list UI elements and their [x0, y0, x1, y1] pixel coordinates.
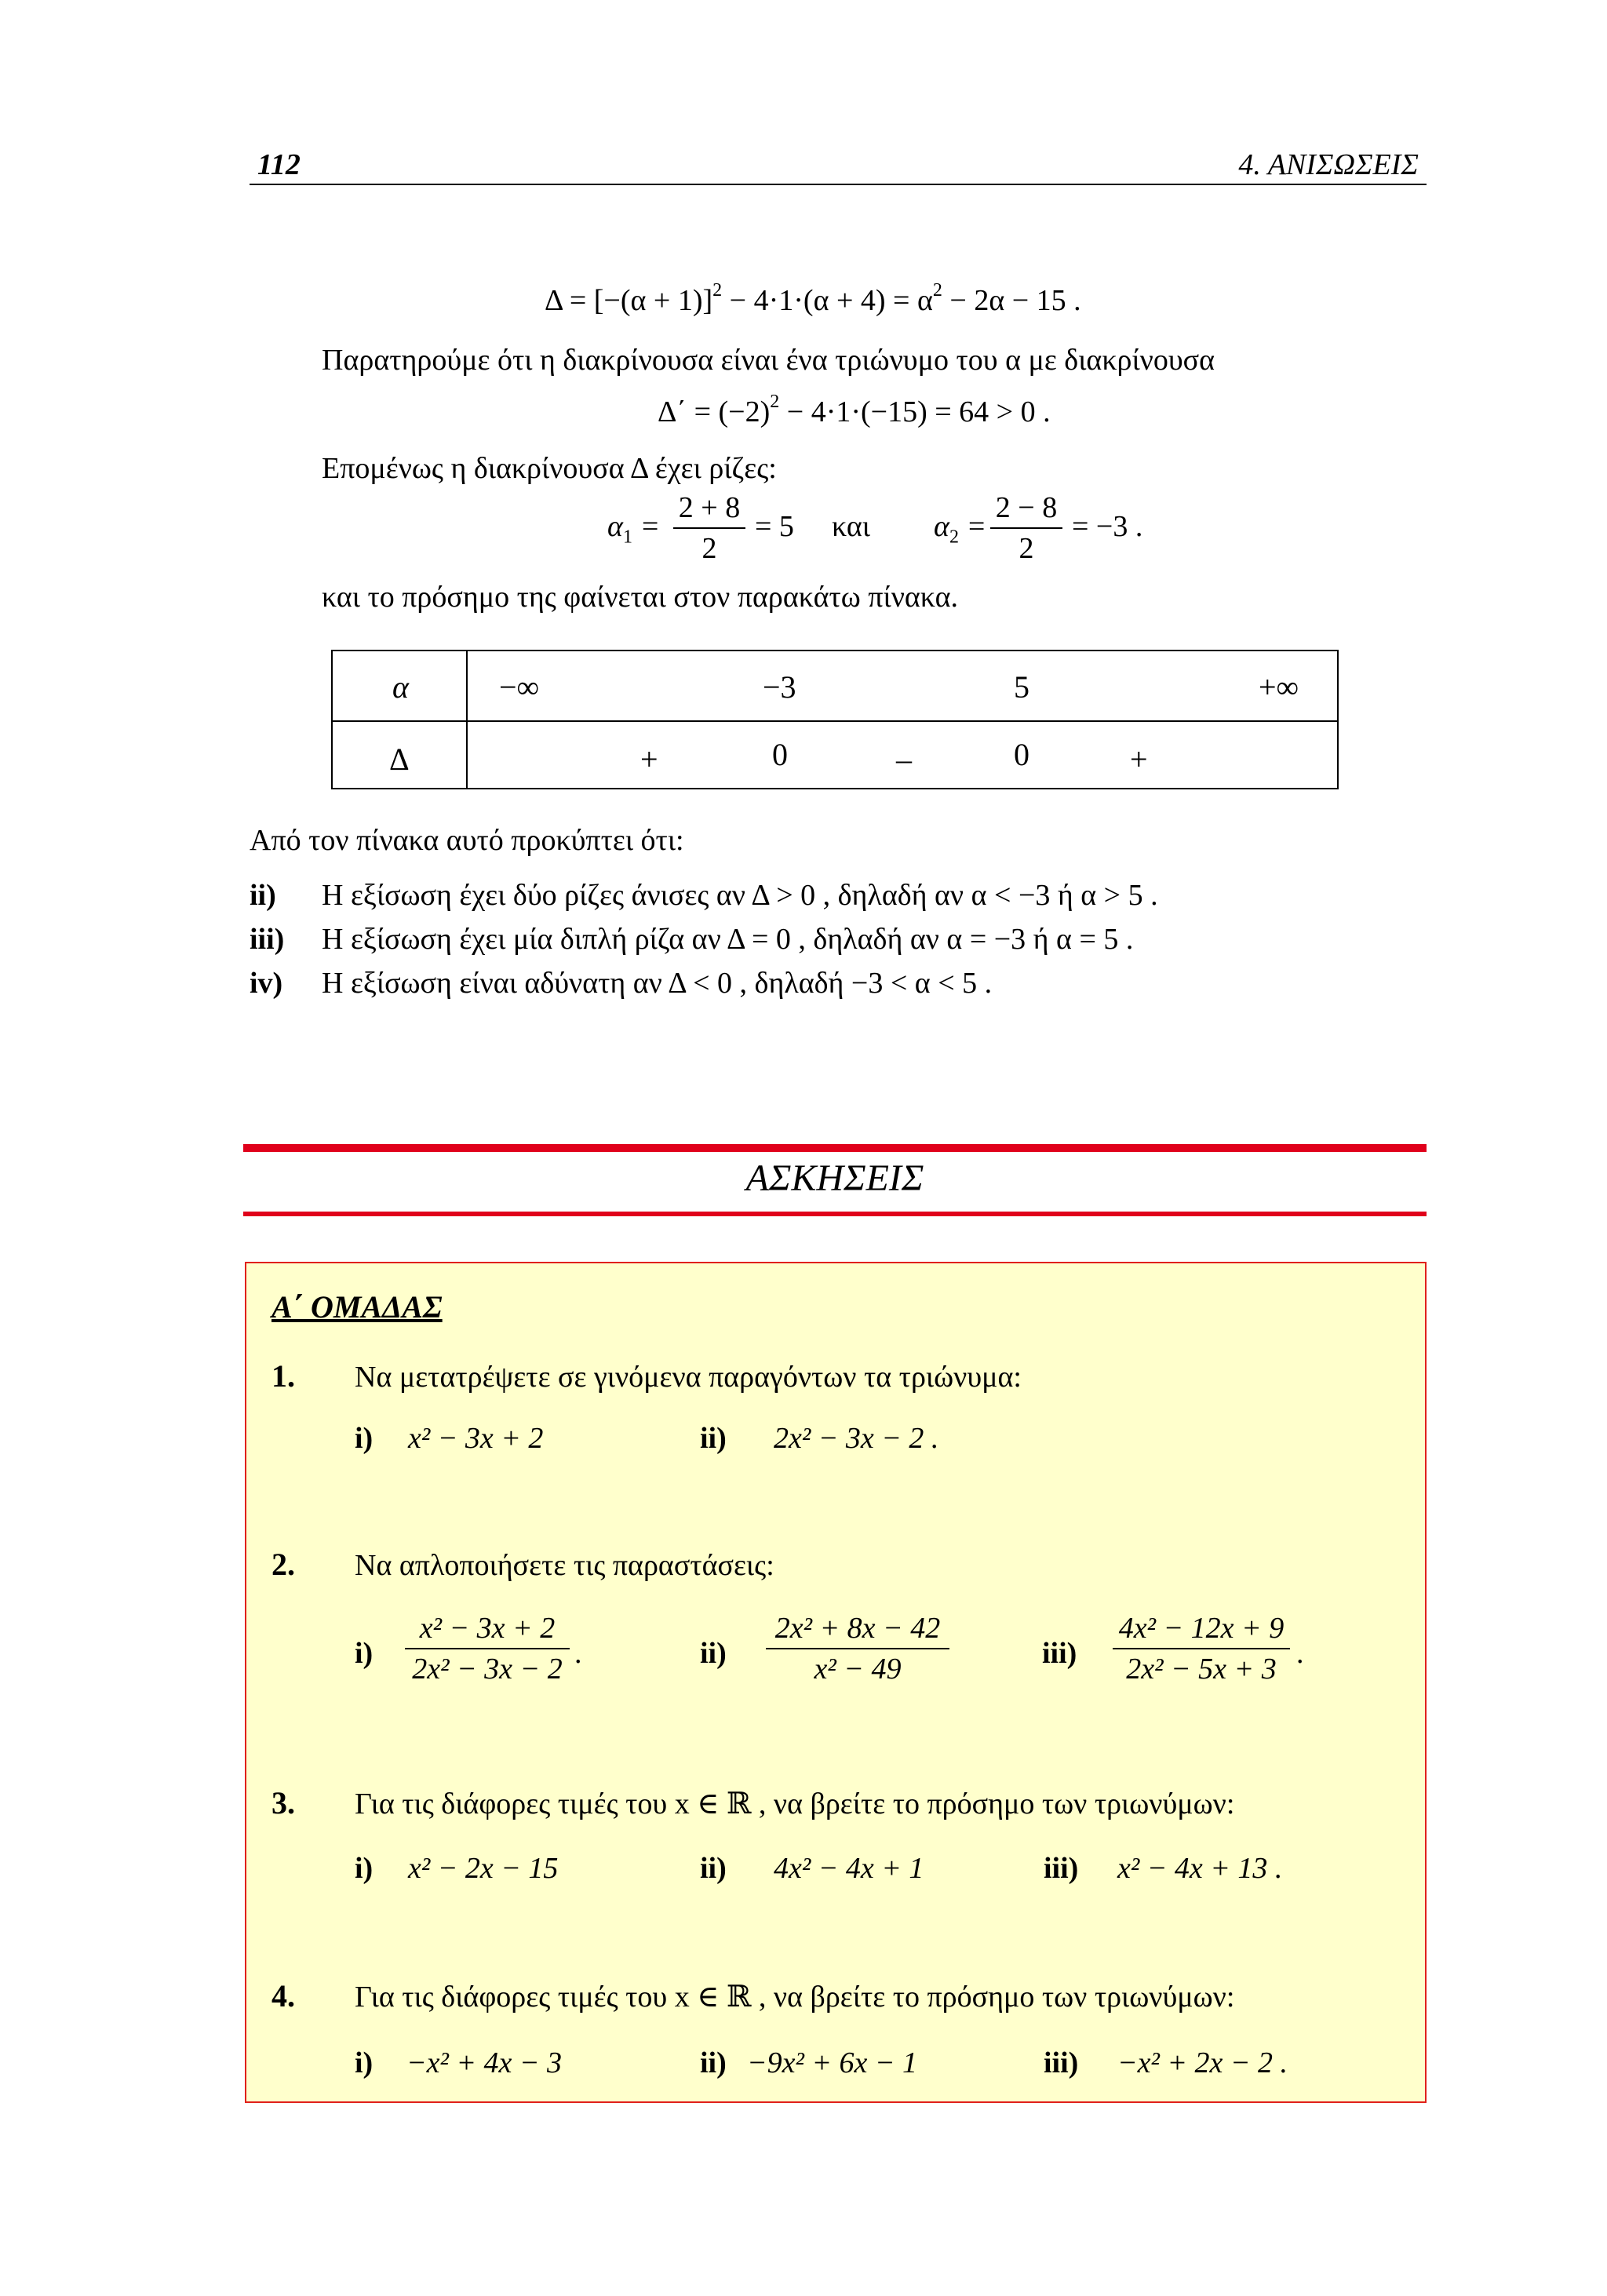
table-row-delta-label: Δ	[389, 742, 410, 777]
conclusion-label: ii)	[250, 879, 276, 912]
table-sign-plus: +	[640, 742, 658, 777]
root2-label: $\alpha_2$ =	[934, 510, 987, 548]
root1-numerator: 2 + 8	[678, 491, 741, 524]
part-expression: x² − 2x − 15	[408, 1852, 559, 1885]
table-value-5: 5	[1014, 669, 1029, 705]
conclusion-label: iv)	[250, 967, 283, 1000]
title-bar-top	[243, 1144, 1427, 1152]
conclusion-label: iii)	[250, 923, 285, 956]
fraction-denominator: x² − 49	[814, 1653, 902, 1686]
paragraph-sign: και το πρόσημο της φαίνεται στον παρακάτω πίνακα.	[322, 581, 959, 614]
chapter-title: 4. ΑΝΙΣΩΣΕΙΣ	[1238, 148, 1419, 181]
exercises-title: ΑΣΚΗΣΕΙΣ	[745, 1157, 924, 1199]
root1-symbol: α	[607, 510, 623, 543]
fraction-tail: .	[1296, 1637, 1304, 1670]
eq1-exp2: 2	[932, 280, 942, 301]
group-title: Α΄ ΟΜΑΔΑΣ	[271, 1289, 443, 1325]
part-expression: 4x² − 4x + 1	[774, 1852, 924, 1885]
paragraph-roots: Επομένως η διακρίνουσα Δ έχει ρίζες:	[322, 452, 777, 485]
paragraph-observe: Παρατηρούμε ότι η διακρίνουσα είναι ένα τριώνυμο του α με διακρίνουσα	[322, 344, 1215, 377]
exercise-number: 3.	[271, 1785, 295, 1820]
exercise-prompt: Για τις διάφορες τιμές του x ∈ ℝ , να βρείτε το πρόσημο των τριωνύμων:	[355, 1981, 1235, 2014]
eq2-lhs: Δ΄ = (−2)	[658, 395, 771, 428]
fraction-numerator: 2x² + 8x − 42	[774, 1612, 941, 1645]
part-label: ii)	[700, 1422, 727, 1455]
table-row-alpha-label: α	[392, 669, 409, 705]
title-bar-bottom	[243, 1212, 1427, 1216]
page-number: 112	[257, 148, 301, 181]
exercise-number: 1.	[271, 1358, 295, 1394]
part-expression: −9x² + 6x − 1	[747, 2046, 918, 2079]
part-label: i)	[355, 1852, 374, 1885]
part-label: i)	[355, 1637, 374, 1670]
eq1-exp: 2	[712, 280, 723, 301]
eq2-rest: − 4·1·(−15) = 64 > 0 .	[779, 395, 1051, 428]
sign-table	[331, 650, 1339, 789]
eq1-lhs: Δ = [−(α + 1)]	[545, 284, 713, 317]
fraction-denominator: 2x² − 5x + 3	[1126, 1653, 1277, 1686]
second-discriminant-equation	[658, 392, 1051, 428]
root2-fraction	[990, 493, 1062, 563]
table-zero: 0	[1014, 737, 1029, 772]
fraction-expression	[1113, 1613, 1290, 1684]
paragraph-conclusion: Από τον πίνακα αυτό προκύπτει ότι:	[250, 824, 684, 857]
conclusion-text: Η εξίσωση έχει μία διπλή ρίζα αν Δ = 0 , δηλαδή αν α = −3 ή α = 5 .	[322, 923, 1134, 956]
eq2-exp: 2	[770, 392, 780, 412]
eq1-tail: − 2α − 15 .	[942, 284, 1081, 317]
discriminant-equation	[545, 280, 1081, 317]
fraction-numerator: x² − 3x + 2	[419, 1612, 556, 1645]
table-row-divider	[333, 720, 1337, 722]
root2-symbol: α	[934, 510, 949, 543]
fraction-expression	[766, 1613, 949, 1684]
part-expression: 2x² − 3x − 2 .	[774, 1422, 939, 1455]
part-label: iii)	[1044, 1852, 1079, 1885]
table-value-pos-inf: +∞	[1259, 669, 1299, 705]
root1-value: = 5	[755, 510, 794, 543]
fraction-numerator: 4x² − 12x + 9	[1118, 1612, 1285, 1645]
table-column-divider	[466, 651, 468, 788]
root1-denominator: 2	[701, 532, 717, 565]
part-label: iii)	[1044, 2046, 1079, 2079]
and-word: και	[832, 510, 870, 543]
part-label: ii)	[700, 1637, 727, 1670]
exercise-number: 2.	[271, 1547, 295, 1582]
part-label: ii)	[700, 2046, 727, 2079]
exercise-number: 4.	[271, 1978, 295, 2014]
part-expression: x² − 4x + 13 .	[1117, 1852, 1283, 1885]
root2-subscript: 2	[949, 527, 959, 548]
table-sign-plus: +	[1130, 742, 1148, 777]
part-label: i)	[355, 2046, 374, 2079]
page-header	[250, 143, 1427, 185]
part-label: ii)	[700, 1852, 727, 1885]
part-expression: x² − 3x + 2	[408, 1422, 544, 1455]
fraction-tail: .	[574, 1637, 582, 1670]
table-value-neg3: −3	[763, 669, 796, 705]
fraction-expression	[405, 1613, 570, 1684]
root1-fraction	[673, 493, 745, 563]
part-expression: −x² + 2x − 2 .	[1117, 2046, 1288, 2079]
fraction-denominator: 2x² − 3x − 2	[412, 1653, 563, 1686]
part-label: iii)	[1042, 1637, 1077, 1670]
conclusion-text: Η εξίσωση είναι αδύνατη αν Δ < 0 , δηλαδή −3 < α < 5 .	[322, 967, 993, 1000]
exercise-prompt: Να απλοποιήσετε τις παραστάσεις:	[355, 1549, 774, 1582]
root1-subscript: 1	[622, 527, 632, 548]
table-zero: 0	[772, 737, 788, 772]
root2-denominator: 2	[1018, 532, 1034, 565]
exercise-prompt: Για τις διάφορες τιμές του x ∈ ℝ , να βρείτε το πρόσημο των τριωνύμων:	[355, 1788, 1235, 1820]
root2-value: = −3 .	[1072, 510, 1143, 543]
root1-label: $\alpha_1$ =	[607, 510, 661, 548]
conclusion-text: Η εξίσωση έχει δύο ρίζες άνισες αν Δ > 0 , δηλαδή αν α < −3 ή α > 5 .	[322, 879, 1158, 912]
table-sign-minus: –	[896, 742, 912, 777]
table-value-neg-inf: −∞	[499, 669, 540, 705]
exercise-prompt: Να μετατρέψετε σε γινόμενα παραγόντων τα τριώνυμα:	[355, 1361, 1022, 1394]
part-label: i)	[355, 1422, 374, 1455]
eq1-rest: − 4·1·(α + 4) = α	[722, 284, 933, 317]
part-expression: −x² + 4x − 3	[406, 2046, 563, 2079]
root2-numerator: 2 − 8	[995, 491, 1058, 524]
